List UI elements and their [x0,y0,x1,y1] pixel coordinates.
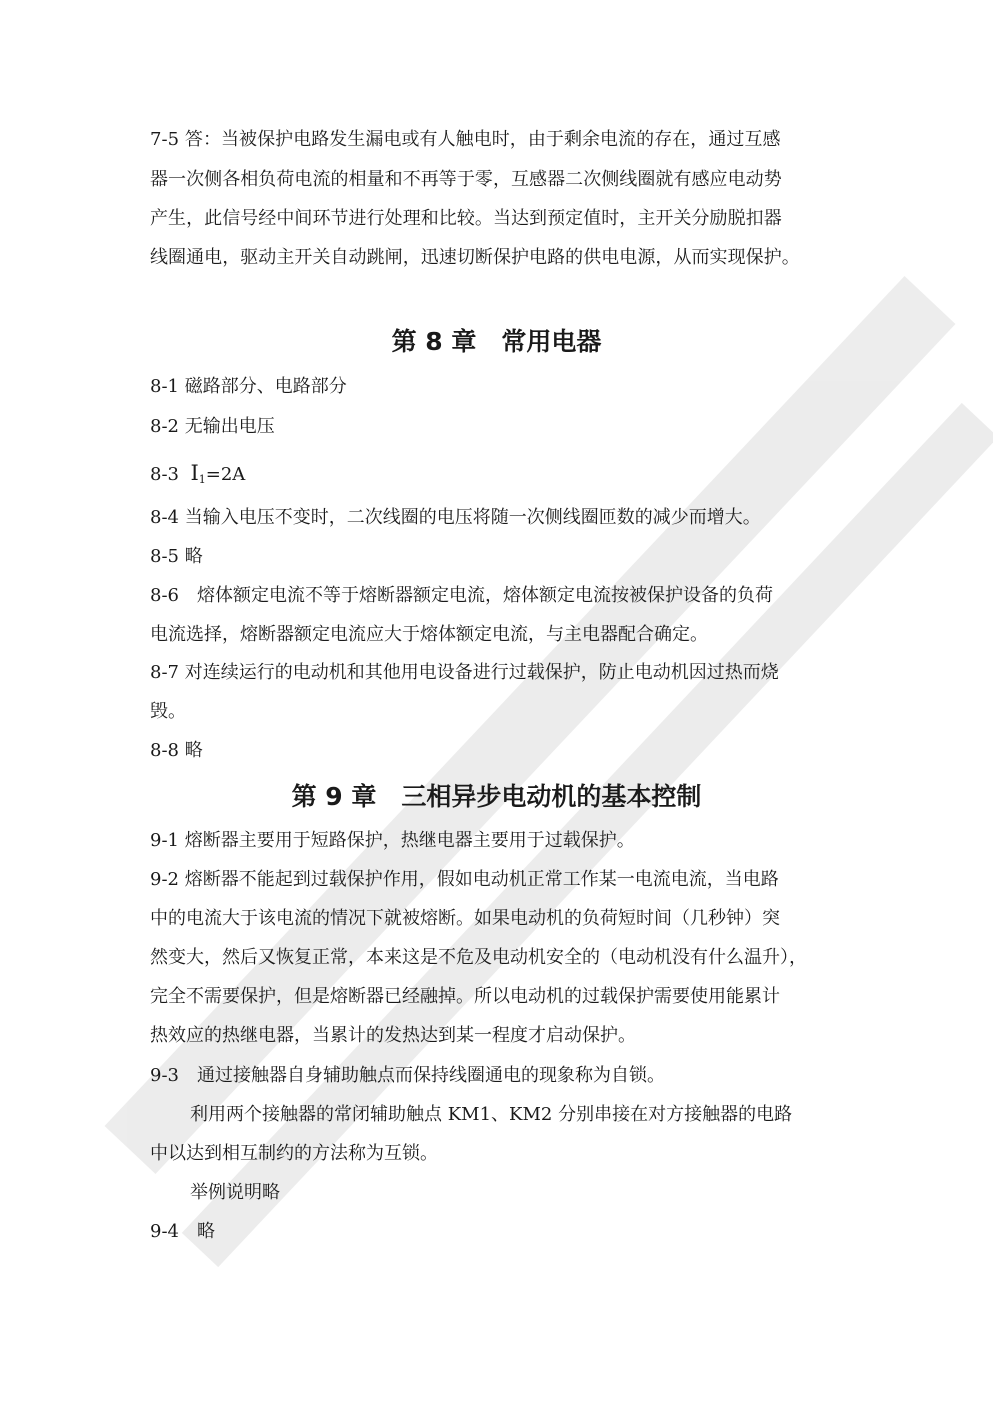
current-value: =2A [205,464,246,485]
answer-9-2-line-1: 9-2 熔断器不能起到过载保护作用，假如电动机正常工作某一电流电流，当电路 [150,869,779,890]
answer-8-7-line-1: 8-7 对连续运行的电动机和其他用电设备进行过载保护，防止电动机因过热而烧 [150,662,779,683]
answer-8-1: 8-1 磁路部分、电路部分 [150,376,347,397]
chapter-9-heading: 第 9 章 三相异步电动机的基本控制 [291,782,702,811]
answer-8-4: 8-4 当输入电压不变时，二次线圈的电压将随一次侧线圈匝数的减少而增大。 [150,507,761,528]
answer-7-5-line-4: 线圈通电，驱动主开关自动跳闸，迅速切断保护电路的供电电源，从而实现保护。 [150,247,800,268]
answer-9-3-line-3: 中以达到相互制约的方法称为互锁。 [150,1143,438,1164]
answer-8-2: 8-2 无输出电压 [150,416,275,437]
answer-9-3-line-4: 举例说明略 [190,1182,280,1203]
answer-7-5-line-1: 7-5 答：当被保护电路发生漏电或有人触电时，由于剩余电流的存在，通过互感 [150,129,781,150]
answer-9-2-line-3: 然变大，然后又恢复正常，本来这是不危及电动机安全的（电动机没有什么温升）， [150,947,807,968]
answer-9-2-line-5: 热效应的热继电器，当累计的发热达到某一程度才启动保护。 [150,1025,636,1046]
answer-9-2-line-2: 中的电流大于该电流的情况下就被熔断。如果电动机的负荷短时间（几秒钟）突 [150,908,780,929]
answer-9-2-line-4: 完全不需要保护，但是熔断器已经融掉。所以电动机的过载保护需要使用能累计 [150,986,780,1007]
answer-9-3-line-2: 利用两个接触器的常闭辅助触点 KM1、KM2 分别串接在对方接触器的电路 [190,1104,793,1125]
answer-8-3-label: 8-3 [150,464,179,485]
answer-7-5-line-2: 器一次侧各相负荷电流的相量和不再等于零，互感器二次侧线圈就有感应电动势 [150,169,782,190]
answer-9-3-line-1: 9-3 通过接触器自身辅助触点而保持线圈通电的现象称为自锁。 [150,1065,665,1086]
answer-9-1: 9-1 熔断器主要用于短路保护，热继电器主要用于过载保护。 [150,830,635,851]
current-symbol: I [190,461,199,485]
answer-8-5: 8-5 略 [150,546,203,567]
answer-8-8: 8-8 略 [150,740,203,761]
answer-8-6-line-2: 电流选择，熔断器额定电流应大于熔体额定电流，与主电器配合确定。 [150,624,708,645]
answer-7-5-line-3: 产生，此信号经中间环节进行处理和比较。当达到预定值时，主开关分励脱扣器 [150,208,782,229]
answer-8-6-line-1: 8-6 熔体额定电流不等于熔断器额定电流，熔体额定电流按被保护设备的负荷 [150,585,773,606]
chapter-8-heading: 第 8 章 常用电器 [391,327,602,356]
answer-8-7-line-2: 毁。 [150,701,186,722]
answer-8-3 [150,461,245,492]
answer-9-4: 9-4 略 [150,1221,215,1242]
current-subscript: 1 [198,473,206,486]
